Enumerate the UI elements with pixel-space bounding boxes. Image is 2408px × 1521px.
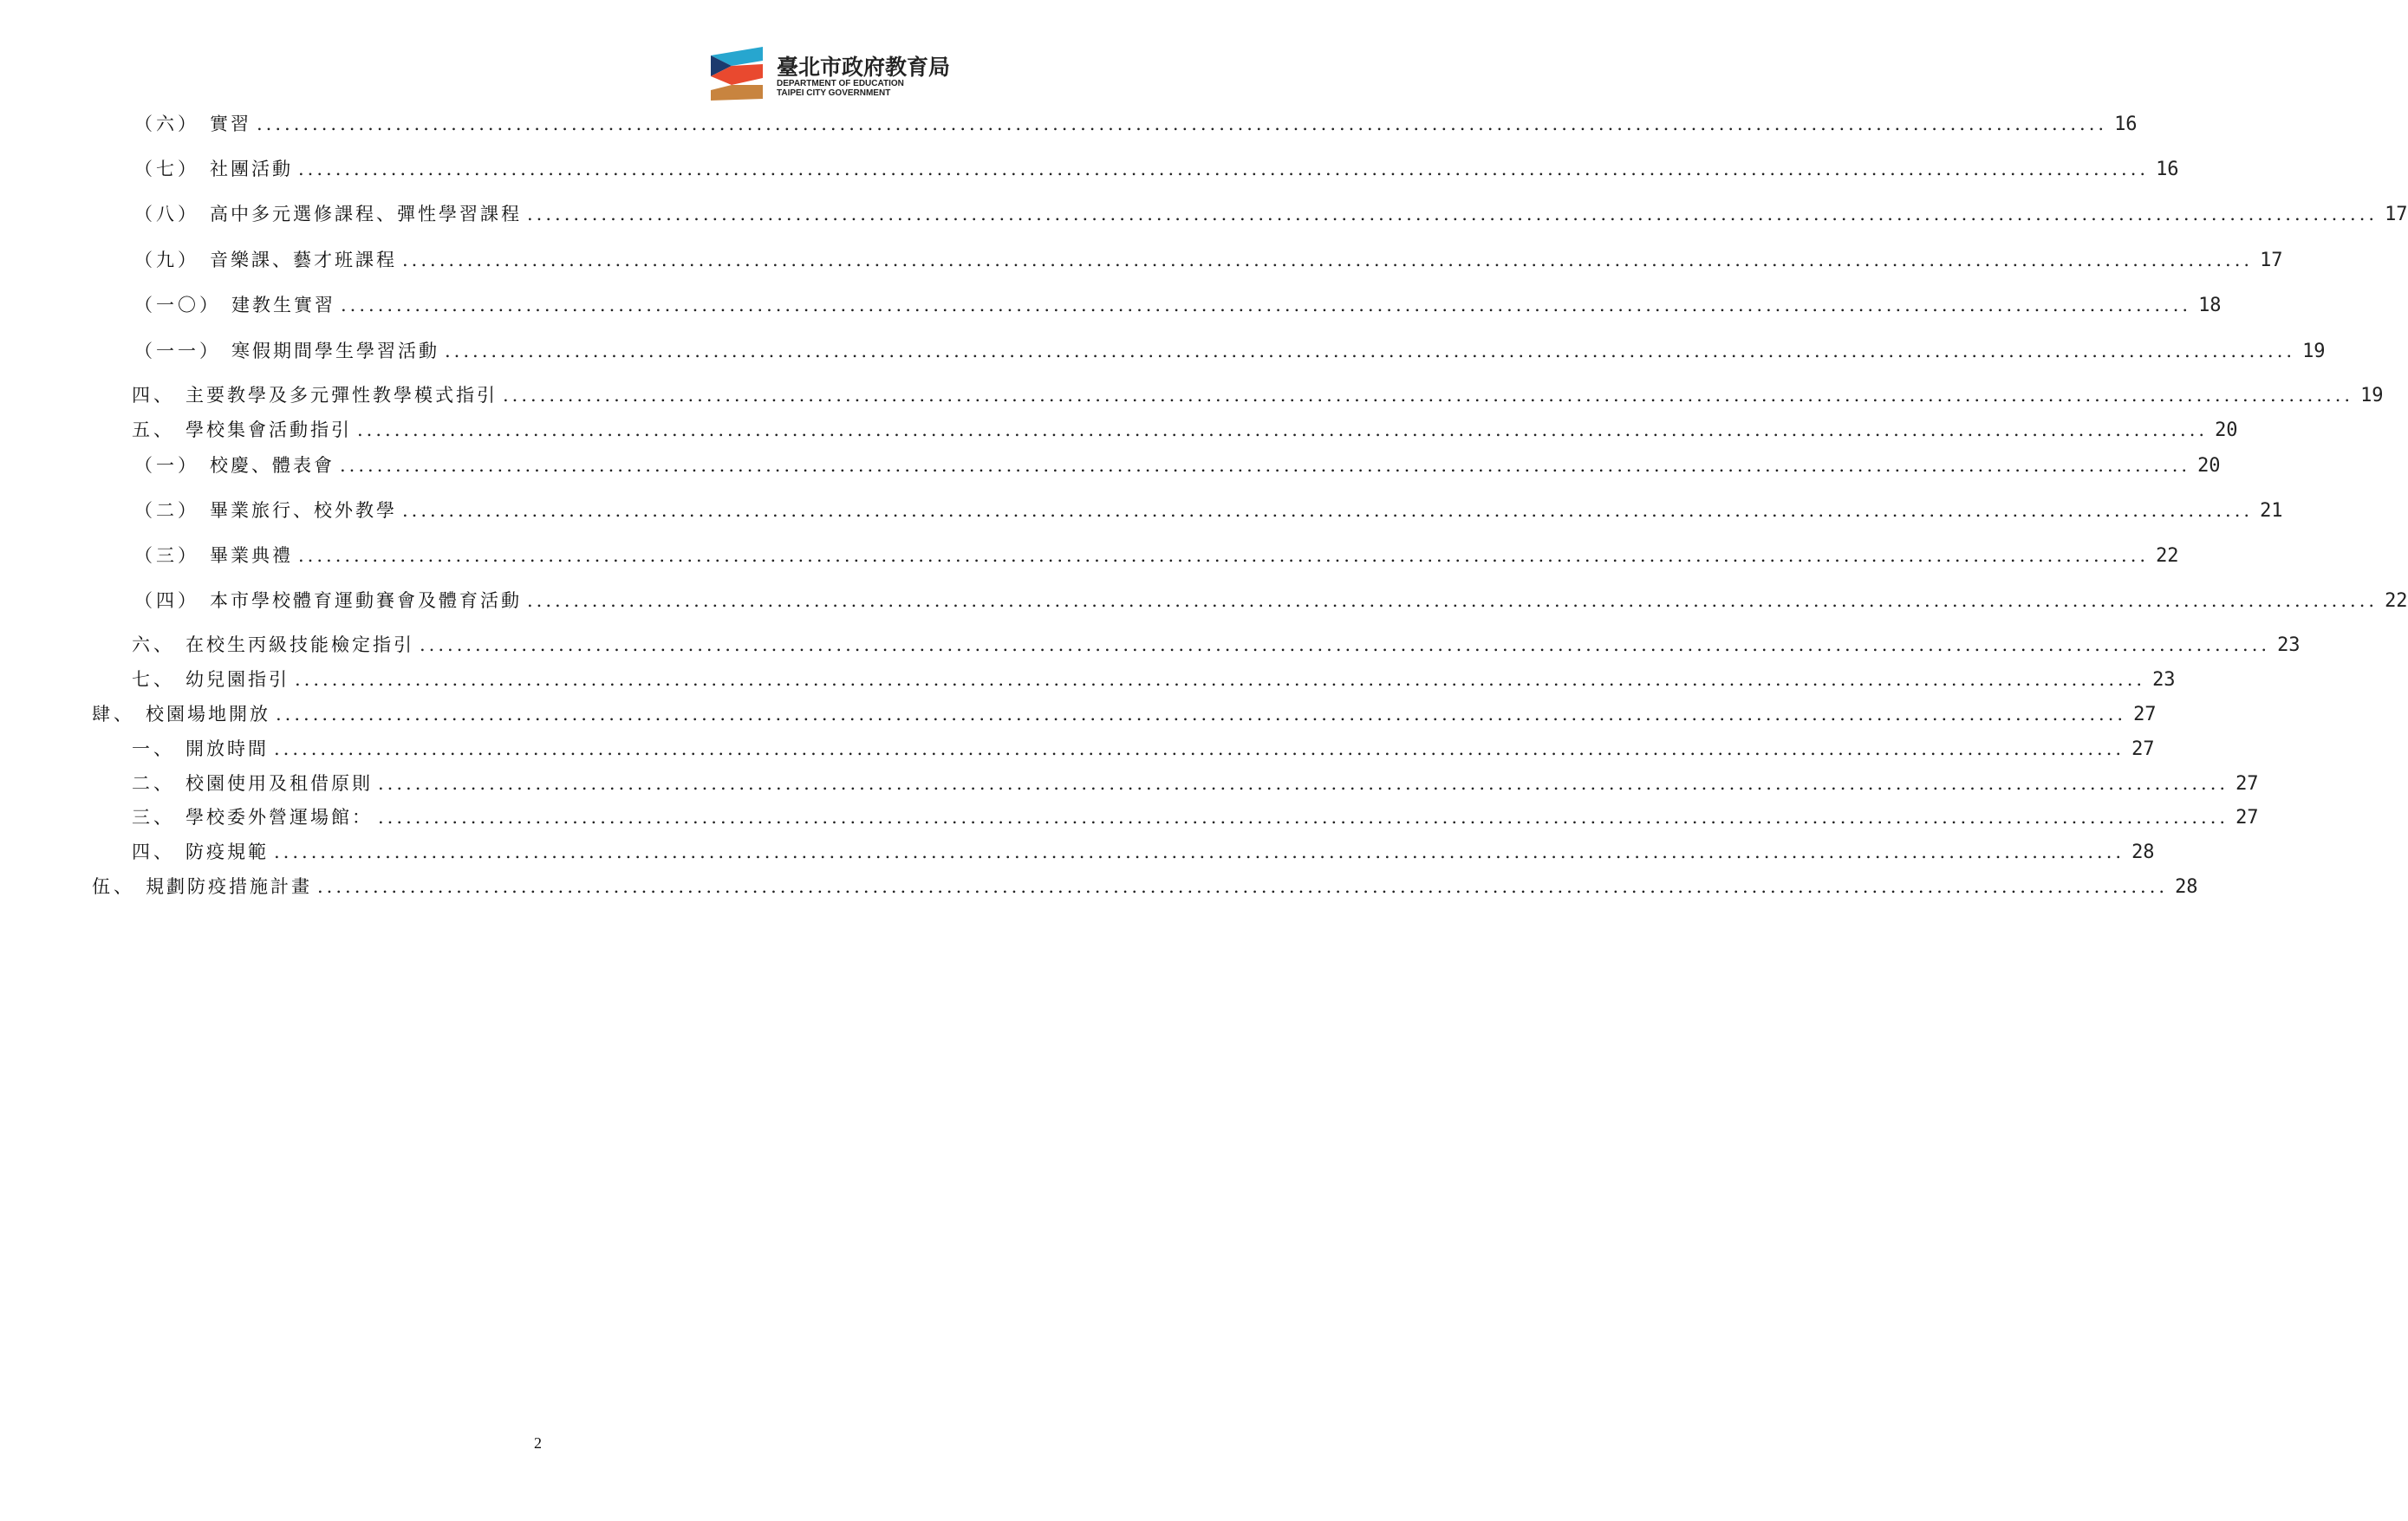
- toc-entry[interactable]: [132, 417, 2238, 443]
- toc-entry-number: （八）: [134, 204, 199, 224]
- toc-entry-page: 18: [2198, 295, 2222, 316]
- toc-leader-dots: ........................................................................................................................................................................................................: [378, 807, 2229, 828]
- toc-entry-number: （九）: [134, 250, 199, 270]
- toc-entry-page: 22: [2156, 545, 2179, 567]
- toc-entry-number: （三）: [134, 545, 199, 566]
- toc-entry[interactable]: [92, 701, 2157, 727]
- toc-entry-number: 伍、: [92, 876, 135, 897]
- toc-entry-page: 17: [2385, 204, 2408, 225]
- toc-entry[interactable]: [134, 111, 2138, 137]
- toc-entry[interactable]: [132, 382, 2384, 408]
- toc-entry-page: 22: [2385, 590, 2408, 612]
- toc-entry[interactable]: [134, 588, 2408, 614]
- toc-leader-dots: ........................................................................................................................................................................................................: [445, 341, 2296, 361]
- org-name-chinese: 臺北市政府教育局: [777, 55, 951, 80]
- toc-entry-page: 27: [2133, 704, 2157, 725]
- toc-entry-page: 23: [2277, 634, 2301, 656]
- toc-entry[interactable]: [134, 543, 2179, 569]
- toc-entry[interactable]: [134, 247, 2283, 273]
- toc-entry-title: 建教生實習: [231, 295, 335, 315]
- toc-entry[interactable]: [132, 770, 2259, 796]
- toc-entry-number: （四）: [134, 590, 199, 611]
- toc-entry-number: 四、: [132, 842, 175, 862]
- department-logo: [709, 47, 978, 102]
- toc-entry-number: 六、: [132, 634, 175, 655]
- toc-entry-title: 本市學校體育運動賽會及體育活動: [210, 590, 522, 611]
- toc-leader-dots: ........................................................................................................................................................................................................: [276, 704, 2127, 725]
- toc-entry-title: 校園使用及租借原則: [185, 773, 373, 794]
- toc-entry-title: 規劃防疫措施計畫: [146, 876, 312, 897]
- toc-entry-number: （一一）: [134, 341, 221, 361]
- toc-entry-page: 20: [2215, 419, 2238, 441]
- toc-entry[interactable]: [134, 497, 2283, 523]
- org-name-english: [777, 79, 904, 98]
- toc-leader-dots: ........................................................................................................................................................................................................: [341, 295, 2192, 315]
- toc-entry-number: （二）: [134, 500, 199, 521]
- toc-leader-dots: ........................................................................................................................................................................................................: [503, 385, 2354, 406]
- toc-leader-dots: ........................................................................................................................................................................................................: [340, 455, 2191, 476]
- toc-entry-page: 19: [2360, 385, 2384, 406]
- page-number: 2: [534, 1434, 542, 1452]
- toc-entry-title: 校園場地開放: [146, 704, 270, 725]
- toc-entry-number: 三、: [132, 807, 175, 828]
- toc-entry-title: 在校生丙級技能檢定指引: [185, 634, 414, 655]
- toc-entry[interactable]: [134, 156, 2179, 182]
- toc-entry-title: 主要教學及多元彈性教學模式指引: [185, 385, 498, 406]
- toc-entry-title: 音樂課、藝才班課程: [210, 250, 397, 270]
- toc-entry-page: 19: [2302, 341, 2326, 362]
- toc-entry-page: 16: [2156, 159, 2179, 180]
- toc-entry-title: 學校集會活動指引: [185, 419, 352, 440]
- toc-leader-dots: ........................................................................................................................................................................................................: [257, 114, 2108, 134]
- toc-entry-number: 七、: [132, 669, 175, 690]
- toc-entry-title: 社團活動: [210, 159, 293, 179]
- org-name-english-line1: DEPARTMENT OF EDUCATION: [777, 79, 904, 88]
- toc-leader-dots: ........................................................................................................................................................................................................: [295, 669, 2146, 690]
- toc-entry-page: 23: [2152, 669, 2176, 691]
- toc-entry-page: 17: [2260, 250, 2283, 271]
- toc-entry[interactable]: [134, 338, 2326, 364]
- toc-leader-dots: ........................................................................................................................................................................................................: [527, 590, 2379, 611]
- toc-entry-number: 四、: [132, 385, 175, 406]
- toc-entry-title: 畢業旅行、校外教學: [210, 500, 397, 521]
- toc-entry-title: 防疫規範: [185, 842, 269, 862]
- toc-leader-dots: ........................................................................................................................................................................................................: [420, 634, 2271, 655]
- toc-entry-number: （一〇）: [134, 295, 221, 315]
- toc-entry[interactable]: [134, 201, 2408, 227]
- toc-entry-page: 21: [2260, 500, 2283, 522]
- toc-entry-number: 五、: [132, 419, 175, 440]
- toc-entry-title: 幼兒園指引: [185, 669, 290, 690]
- toc-entry-page: 27: [2236, 773, 2259, 795]
- toc-entry-number: 肆、: [92, 704, 135, 725]
- toc-entry-number: 一、: [132, 738, 175, 759]
- toc-entry-page: 28: [2175, 876, 2198, 898]
- toc-leader-dots: ........................................................................................................................................................................................................: [274, 842, 2125, 862]
- toc-entry[interactable]: [92, 874, 2198, 900]
- toc-leader-dots: ........................................................................................................................................................................................................: [402, 500, 2254, 521]
- toc-entry[interactable]: [132, 736, 2155, 762]
- toc-entry[interactable]: [134, 292, 2222, 318]
- org-name-english-line2: TAIPEI CITY GOVERNMENT: [777, 88, 891, 98]
- toc-entry[interactable]: [134, 452, 2221, 478]
- toc-leader-dots: ........................................................................................................................................................................................................: [298, 545, 2150, 566]
- toc-entry-title: 高中多元選修課程、彈性學習課程: [210, 204, 522, 224]
- toc-entry-title: 寒假期間學生學習活動: [231, 341, 439, 361]
- toc-entry[interactable]: [132, 839, 2155, 865]
- toc-entry-page: 27: [2236, 807, 2259, 829]
- toc-entry-title: 開放時間: [185, 738, 269, 759]
- toc-leader-dots: ........................................................................................................................................................................................................: [274, 738, 2125, 759]
- toc-leader-dots: ........................................................................................................................................................................................................: [317, 876, 2169, 897]
- toc-entry-page: 16: [2114, 114, 2138, 135]
- toc-entry-page: 20: [2197, 455, 2221, 477]
- toc-leader-dots: ........................................................................................................................................................................................................: [298, 159, 2150, 179]
- toc-leader-dots: ........................................................................................................................................................................................................: [527, 204, 2379, 224]
- toc-entry-title: 實習: [210, 114, 251, 134]
- toc-entry[interactable]: [132, 804, 2259, 830]
- education-bureau-emblem-icon: [709, 47, 766, 102]
- toc-leader-dots: ........................................................................................................................................................................................................: [357, 419, 2209, 440]
- toc-leader-dots: ........................................................................................................................................................................................................: [402, 250, 2254, 270]
- toc-entry-page: 27: [2131, 738, 2155, 760]
- toc-entry-page: 28: [2131, 842, 2155, 863]
- toc-leader-dots: ........................................................................................................................................................................................................: [378, 773, 2229, 794]
- toc-entry-number: （一）: [134, 455, 199, 476]
- toc-entry-number: （七）: [134, 159, 199, 179]
- toc-entry[interactable]: [132, 666, 2176, 692]
- toc-entry-title: 畢業典禮: [210, 545, 293, 566]
- toc-entry-number: 二、: [132, 773, 175, 794]
- toc-entry-title: 校慶、體表會: [210, 455, 335, 476]
- toc-entry-title: 學校委外營運場館：: [185, 807, 373, 828]
- toc-entry-number: （六）: [134, 114, 199, 134]
- toc-entry[interactable]: [132, 632, 2301, 658]
